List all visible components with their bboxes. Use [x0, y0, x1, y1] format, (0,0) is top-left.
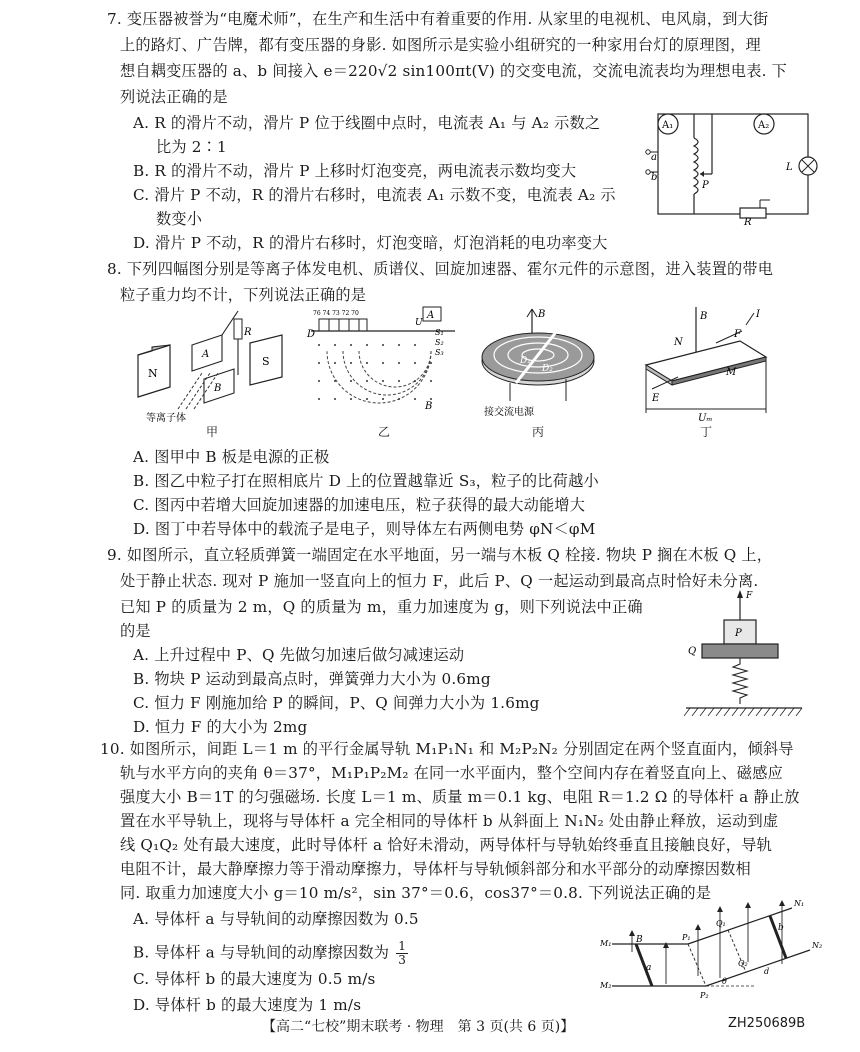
q8-figure-plasma-generator — [130, 305, 300, 425]
q10-stem-line2: 轨与水平方向的夹角 θ＝37°，M₁P₁P₂M₂ 在同一水平面内，整个空间内存在着竖直向上、磁感应 — [120, 764, 783, 782]
hall-um-label: Uₘ — [698, 413, 713, 424]
q8-stem-line1: 8. 下列四幅图分别是等离子体发电机、质谱仪、回旋加速器、霍尔元件的示意图，进入装置的带电 — [107, 260, 774, 278]
q8-option-d: D. 图丁中若导体中的载流子是电子，则导体左右两侧电势 φN＜φM — [133, 520, 596, 538]
film-d-label: D — [307, 329, 316, 340]
slit-s2-label: S₂ — [435, 338, 444, 347]
rheostat-label: R — [744, 217, 752, 226]
slit-s3-label: S₃ — [435, 348, 444, 357]
q10-rail-figure — [596, 896, 830, 1000]
q1-label: Q₁ — [716, 919, 726, 928]
q7-stem-line2: 上的路灯、广告牌，都有变压器的身影. 如图所示是实验小组研究的一种家用台灯的原理图，理 — [120, 36, 761, 54]
dee-d2-label: D₂ — [542, 364, 553, 374]
q8-option-c: C. 图丙中若增大回旋加速器的加速电压，粒子获得的最大动能增大 — [133, 496, 586, 514]
q9-stem-line3: 已知 P 的质量为 2 m，Q 的质量为 m，重力加速度为 g，则下列说法中正确 — [120, 598, 643, 616]
ammeter-a2-label: A₂ — [758, 120, 770, 131]
distance-d-label: d — [764, 967, 770, 976]
fig-caption-ding: 丁 — [700, 425, 713, 439]
p1-label: P₁ — [682, 933, 691, 942]
slit-s1-label: S₁ — [435, 328, 444, 337]
q10-option-a: A. 导体杆 a 与导轨间的动摩擦因数为 0.5 — [133, 910, 419, 928]
page-footer-title: 【高二“七校”期末联考 · 物理 第 3 页(共 6 页)】 — [262, 1019, 575, 1035]
q8-figure-mass-spectrometer — [305, 305, 465, 425]
q10-stem-line7: 同. 取重力加速度大小 g＝10 m/s²，sin 37°＝0.6，cos37°＝0.8. 下列说法正确的是 — [120, 884, 712, 902]
q10-option-b-text: B. 导体杆 a 与导轨间的动摩擦因数为 — [133, 943, 390, 962]
force-f-label: F — [746, 591, 753, 601]
voltage-u-label: U — [415, 318, 423, 328]
q9-option-d: D. 恒力 F 的大小为 2mg — [133, 718, 308, 736]
field-b-label: B — [636, 935, 643, 945]
q10-stem-line3: 强度大小 B＝1T 的匀强磁场. 长度 L＝1 m、质量 m＝0.1 kg、电阻 R＝1.2 Ω 的导体杆 a 静止放 — [120, 788, 800, 806]
q9-stem-line4: 的是 — [120, 622, 151, 640]
q10-stem-line4: 置在水平导轨上，现将与导体杆 a 完全相同的导体杆 b 从斜面上 N₁N₂ 处由静止释放，运动到虚 — [120, 812, 779, 830]
hall-n-label: N — [674, 337, 683, 348]
q10-stem-line1: 10. 如图所示，间距 L＝1 m 的平行金属导轨 M₁P₁N₁ 和 M₂P₂N₂ 分别固定在两个竖直面内，倾斜导 — [100, 740, 794, 758]
hall-i-label: I — [756, 309, 760, 320]
n2-label: N₂ — [812, 941, 823, 950]
q10-option-d: D. 导体杆 b 的最大速度为 1 m/s — [133, 996, 362, 1014]
q7-stem-line3: 想自耦变压器的 a、b 间接入 e＝220√2 sin100πt(V) 的交变电流，交流电流表均为理想电表. 下 — [120, 62, 788, 80]
q9-spring-block-figure — [684, 586, 804, 720]
q7-option-a: A. R 的滑片不动，滑片 P 位于线圈中点时，电流表 A₁ 与 A₂ 示数之 — [133, 114, 601, 132]
lamp-label: L — [786, 162, 793, 173]
q9-stem-line1: 9. 如图所示，直立轻质弹簧一端固定在水平地面，另一端与木板 Q 栓接. 物块 P 搁在木板 Q 上， — [107, 546, 773, 564]
p2-label: P₂ — [700, 991, 709, 1000]
q7-stem-line1: 7. 变压器被誉为“电魔术师”，在生产和生活中有着重要的作用. 从家里的电视机、电风扇，到大街 — [107, 10, 769, 28]
fraction-numerator: 1 — [398, 939, 407, 953]
q7-option-c: C. 滑片 P 不动，R 的滑片右移时，电流表 A₁ 示数不变，电流表 A₂ 示 — [133, 186, 616, 204]
q8-figure-hall-element — [630, 305, 780, 425]
q8-option-b: B. 图乙中粒子打在照相底片 D 上的位置越靠近 S₃，粒子的比荷越小 — [133, 472, 599, 490]
resistor-r-label: R — [244, 327, 252, 338]
n1-label: N₁ — [794, 899, 805, 908]
rod-a-label: a — [646, 963, 652, 973]
q10-stem-line5: 线 Q₁Q₂ 处有最大速度，此时导体杆 a 恰好未滑动，两导体杆与导轨始终垂直且接触良好，导轨 — [120, 836, 772, 854]
q10-stem-line6: 电阻不计，最大静摩擦力等于滑动摩擦力，导体杆与导轨倾斜部分和水平部分的动摩擦因数相 — [120, 860, 751, 878]
q10-option-c: C. 导体杆 b 的最大速度为 0.5 m/s — [133, 970, 376, 988]
q7-option-a-cont: 比为 2∶1 — [156, 138, 227, 156]
q9-option-c: C. 恒力 F 刚施加给 P 的瞬间，P、Q 间弹力大小为 1.6mg — [133, 694, 540, 712]
plate-b-label: B — [214, 383, 222, 394]
q7-transformer-circuit-figure — [640, 108, 820, 226]
m1-label: M₁ — [600, 939, 612, 948]
angle-theta-label: θ — [722, 977, 727, 986]
fig-caption-jia: 甲 — [206, 425, 219, 439]
q8-option-a: A. 图甲中 B 板是电源的正极 — [133, 448, 330, 466]
plate-q — [702, 644, 778, 658]
q10-option-b-fraction — [396, 940, 408, 967]
hall-b-label: B — [700, 311, 708, 322]
q7-option-d: D. 滑片 P 不动，R 的滑片右移时，灯泡变暗，灯泡消耗的电功率变大 — [133, 234, 608, 252]
cyclotron-b-label: B — [538, 309, 546, 320]
source-a-label: A — [427, 310, 435, 321]
terminal-b-label: b — [651, 172, 658, 183]
fraction-denominator: 3 — [398, 953, 407, 967]
ac-source-label: 接交流电源 — [484, 407, 534, 418]
plate-a-label: A — [202, 349, 210, 360]
plasma-label: 等离子体 — [146, 413, 186, 424]
field-b-label: B — [425, 401, 433, 412]
fig-caption-bing: 丙 — [532, 425, 545, 439]
spring — [733, 658, 747, 704]
q9-option-a: A. 上升过程中 P、Q 先做匀加速后做匀减速运动 — [133, 646, 465, 664]
m2-label: M₂ — [600, 981, 612, 990]
block-p-label: P — [735, 628, 742, 639]
magnet-n-label: N — [148, 367, 158, 380]
q7-option-c-cont: 数变小 — [156, 210, 203, 228]
q9-option-b: B. 物块 P 运动到最高点时，弹簧弹力大小为 0.6mg — [133, 670, 491, 688]
magnet-s-label: S — [262, 355, 270, 368]
hall-e-label: E — [652, 393, 660, 404]
q9-stem-line2: 处于静止状态. 现对 P 施加一竖直向上的恒力 F，此后 P、Q 一起运动到最高点时恰好未分离. — [120, 572, 759, 590]
slider-p-label: P — [702, 180, 709, 191]
rod-b-label: b — [778, 923, 784, 933]
q10-option-b — [133, 940, 408, 967]
transformer-coil — [694, 138, 698, 194]
q2-label: Q₂ — [738, 959, 748, 968]
terminal-a-label: a — [651, 152, 657, 163]
q8-figure-cyclotron — [476, 305, 606, 425]
q7-option-b: B. R 的滑片不动，滑片 P 上移时灯泡变亮，两电流表示数均变大 — [133, 162, 577, 180]
hall-m-label: M — [726, 367, 737, 378]
hall-f-label: F — [734, 329, 741, 340]
ammeter-a1-label: A₁ — [662, 120, 674, 131]
dee-d1-label: D₁ — [520, 356, 531, 366]
page-footer-code: ZH250689B — [728, 1016, 806, 1031]
q8-stem-line2: 粒子重力均不计，下列说法正确的是 — [120, 286, 367, 304]
q7-stem-line4: 列说法正确的是 — [120, 88, 228, 106]
fig-caption-yi: 乙 — [378, 425, 391, 439]
scale-ticks: 76 74 73 72 70 — [313, 310, 359, 317]
plate-q-label: Q — [688, 646, 697, 657]
